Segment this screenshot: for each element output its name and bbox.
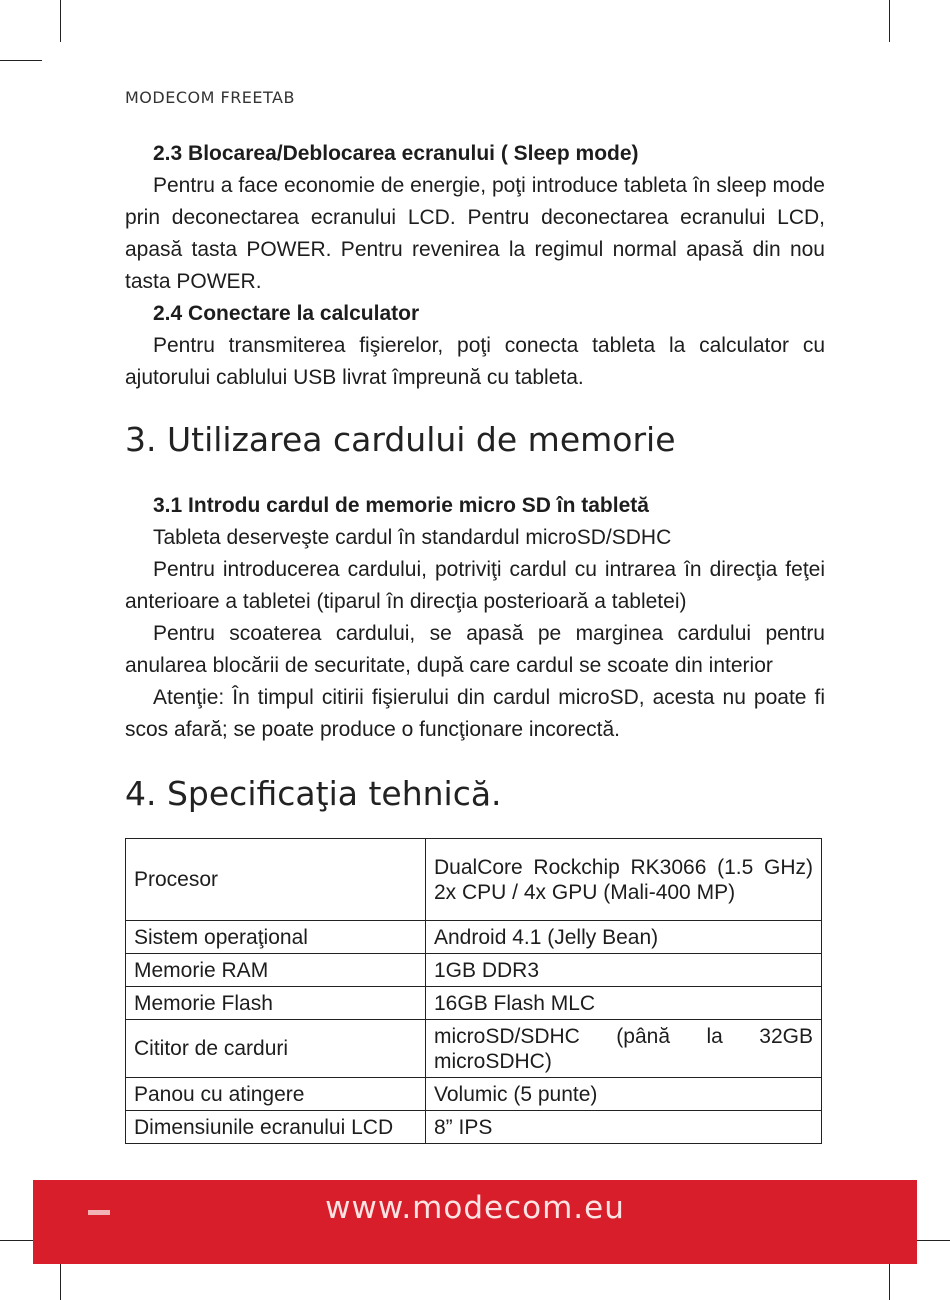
running-header: MODECOM FREETAB bbox=[125, 88, 295, 107]
crop-mark bbox=[0, 60, 42, 61]
spec-value: 8” IPS bbox=[426, 1111, 822, 1144]
spec-value: microSD/SDHC (până la 32GB microSDHC) bbox=[426, 1020, 822, 1078]
spec-value: 1GB DDR3 bbox=[426, 954, 822, 987]
spec-label: Memorie RAM bbox=[126, 954, 426, 987]
paragraph: Pentru scoaterea cardului, se apasă pe marginea cardului pentru anularea blocării de securitate, după care cardul se scoate din interior bbox=[125, 622, 825, 677]
spec-value: 16GB Flash MLC bbox=[426, 987, 822, 1020]
spec-value: DualCore Rockchip RK3066 (1.5 GHz) 2x CPU / 4x GPU (Mali-400 MP) bbox=[426, 839, 822, 921]
spec-label: Dimensiunile ecranului LCD bbox=[126, 1111, 426, 1144]
table-row bbox=[126, 1020, 822, 1078]
spec-value: Android 4.1 (Jelly Bean) bbox=[426, 921, 822, 954]
subsection-title: 2.4 Conectare la calculator bbox=[153, 302, 420, 325]
spec-label: Panou cu atingere bbox=[126, 1078, 426, 1111]
paragraph: Pentru introducerea cardului, potriviţi cardul cu intrarea în direcţia feţei anterioare a tabletei (tiparul în direcţia posterioară a tabletei) bbox=[125, 558, 825, 613]
table-row bbox=[126, 1111, 822, 1144]
subsection-title: 3.1 Introdu cardul de memorie micro SD în tabletă bbox=[153, 494, 649, 517]
paragraph: Tableta deserveşte cardul în standardul microSD/SDHC bbox=[153, 526, 672, 549]
spec-label: Procesor bbox=[126, 839, 426, 921]
page-content bbox=[125, 138, 825, 1144]
section-title: 4. Specificaţia tehnică. bbox=[125, 774, 502, 813]
spec-table bbox=[125, 838, 822, 1144]
paragraph: Pentru a face economie de energie, poţi introduce tableta în sleep mode prin deconectarea ecranului LCD. Pentru deconectarea ecranului LCD, apasă tasta POWER. Pentru revenirea la regimul normal apasă din nou tasta POWER. bbox=[125, 174, 825, 293]
paragraph: Pentru transmiterea fişierelor, poţi conecta tableta la calculator cu ajutorului cablului USB livrat împreună cu tableta. bbox=[125, 334, 825, 389]
table-row bbox=[126, 987, 822, 1020]
subsection-title: 2.3 Blocarea/Deblocarea ecranului ( Sleep mode) bbox=[153, 142, 639, 165]
crop-mark bbox=[889, 1258, 890, 1300]
spec-label: Memorie Flash bbox=[126, 987, 426, 1020]
crop-mark bbox=[889, 0, 890, 42]
footer-band bbox=[33, 1180, 917, 1264]
spec-label: Cititor de carduri bbox=[126, 1020, 426, 1078]
section-title: 3. Utilizarea cardului de memorie bbox=[125, 420, 676, 459]
spec-value: Volumic (5 punte) bbox=[426, 1078, 822, 1111]
crop-mark bbox=[60, 1258, 61, 1300]
table-row bbox=[126, 921, 822, 954]
table-row bbox=[126, 954, 822, 987]
table-row bbox=[126, 1078, 822, 1111]
table-row bbox=[126, 839, 822, 921]
paragraph: Atenţie: În timpul citirii fişierului din cardul microSD, acesta nu poate fi scos afară; se poate produce o funcţionare incorectă. bbox=[125, 686, 825, 741]
spec-label: Sistem operaţional bbox=[126, 921, 426, 954]
crop-mark bbox=[60, 0, 61, 42]
footer-url: www.modecom.eu bbox=[325, 1190, 625, 1226]
